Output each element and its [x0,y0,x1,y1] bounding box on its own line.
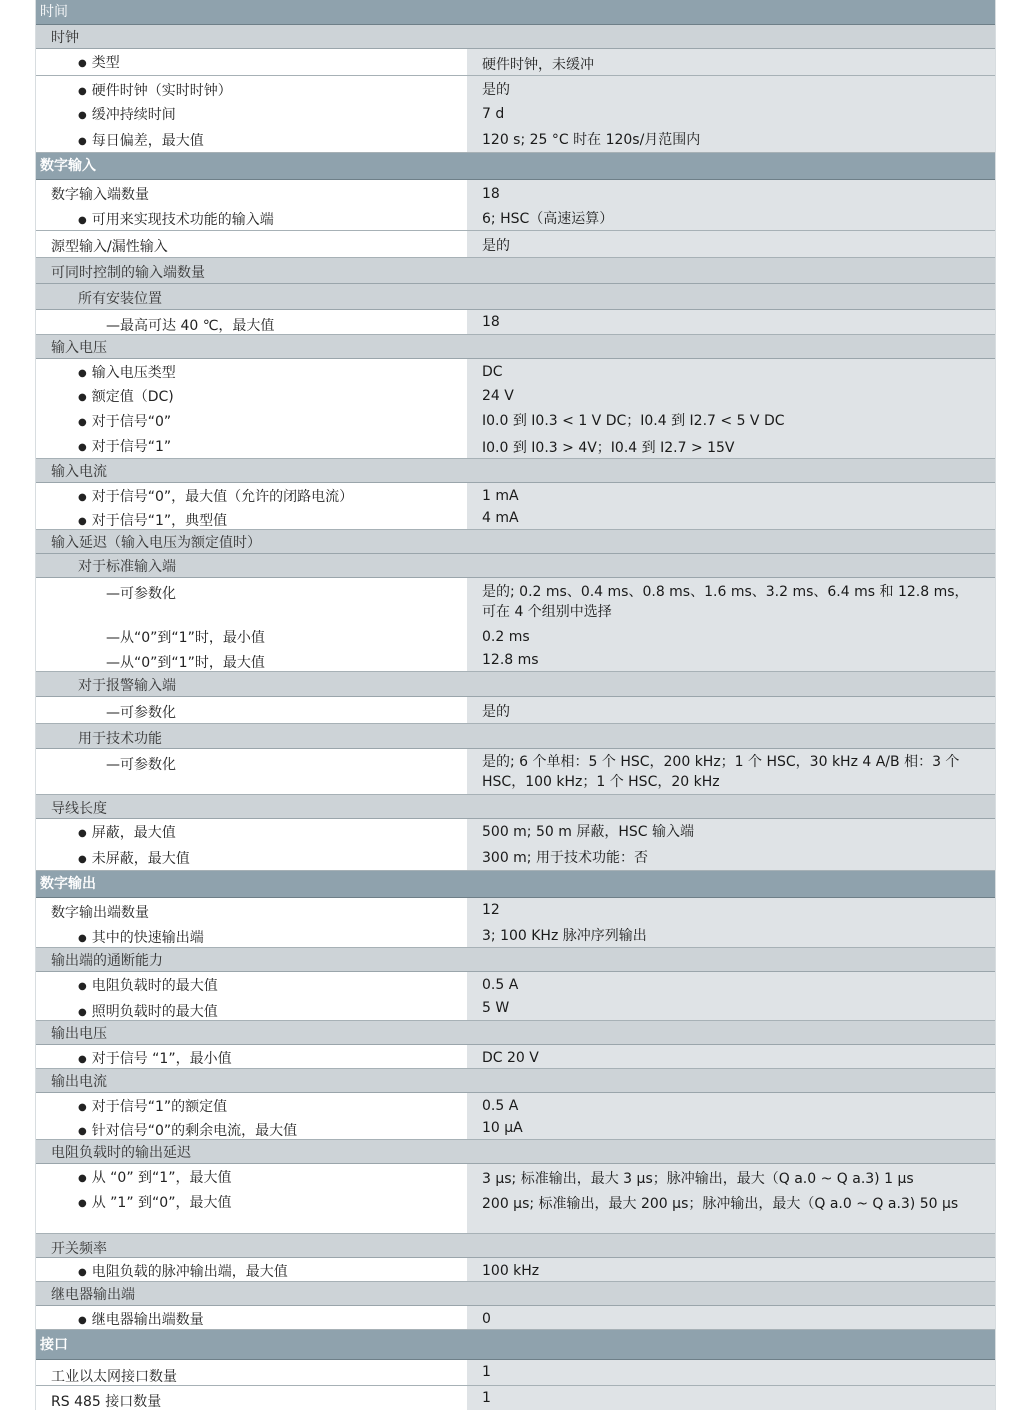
row-value: 100 kHz [482,1263,540,1279]
row-value: 0 [482,1311,491,1327]
group-cable-length [36,795,995,819]
row-label: ● 输入电压类型 [78,362,176,382]
row-relay-count [36,1306,995,1330]
group-output-current [36,1069,995,1093]
row-pulse-freq [36,1258,995,1282]
row-rs485-count [36,1386,995,1410]
row-label: — 可参数化 [106,702,176,722]
section-digital-input [36,153,995,180]
row-ov-sig1 [36,1045,995,1069]
row-value: DC [482,364,503,380]
row-label: ● 每日偏差，最大值 [78,130,204,150]
group-output-delay [36,1140,995,1164]
group-title: 输入电压 [51,340,107,356]
row-label: ● 对于信号 “1”，最小值 [78,1048,232,1068]
row-value: 是的 [482,238,510,254]
row-label: ● 缓冲持续时间 [78,104,176,124]
row-label: ● 从 ”1” 到“0”，最大值 [78,1192,231,1212]
row-value: 0.5 A [482,977,519,993]
section-title: 接口 [40,1337,68,1353]
row-label: ● 对于信号“0” [78,411,171,431]
row-value: 是的 [482,704,510,720]
row-res-load [36,972,995,997]
group-output-voltage [36,1021,995,1045]
row-value: 10 μA [482,1120,523,1136]
row-value: 12 [482,902,500,918]
section-title: 数字输出 [40,876,96,892]
row-hw-clock [36,76,995,101]
group-input-current [36,459,995,483]
group-input-delay [36,530,995,554]
row-iv-type [36,359,995,383]
row-od-0to1 [36,1164,995,1192]
row-value: 3 μs; 标准输出，最大 3 μs；脉冲输出，最大（Q a.0 ~ Q a.3) 1 μs [482,1171,914,1187]
row-label: ● 针对信号“0”的剩余电流，最大值 [78,1120,297,1140]
row-label: RS 485 接口数量 [51,1394,162,1410]
row-value: 18 [482,314,500,330]
row-value: 300 m; 用于技术功能：否 [482,850,648,866]
row-value: 500 m; 50 m 屏蔽，HSC 输入端 [482,824,694,840]
group-title: 所有安装位置 [78,291,162,307]
row-value: 5 W [482,1000,510,1016]
row-value: 7 d [482,106,505,122]
row-clock-type [36,49,995,76]
row-label: ● 对于信号“1” [78,436,171,456]
row-oc-residual [36,1117,995,1140]
row-label: ● 屏蔽，最大值 [78,822,176,842]
row-iv-sig1 [36,433,995,459]
row-label: 数字输入端数量 [51,187,149,203]
row-label: — 可参数化 [106,583,176,603]
group-title: 输出电流 [51,1074,107,1090]
row-ic-sig0 [36,483,995,507]
row-oc-rated [36,1093,995,1117]
section-interface [36,1330,995,1360]
row-label: ● 电阻负载时的最大值 [78,975,218,995]
row-iv-sig0 [36,408,995,433]
row-label: ● 电阻负载的脉冲输出端，最大值 [78,1261,288,1281]
group-title: 对于报警输入端 [78,678,176,694]
row-label: — 可参数化 [106,754,176,774]
row-label: ● 其中的快速输出端 [78,927,204,947]
row-label: — 最高可达 40 ℃，最大值 [106,315,274,335]
row-value: 0.2 ms [482,629,530,645]
row-label: ● 继电器输出端数量 [78,1309,204,1329]
section-digital-output [36,871,995,898]
row-value: 12.8 ms [482,652,539,668]
row-label: ● 类型 [78,52,120,72]
group-title: 继电器输出端 [51,1287,135,1303]
row-value: 1 [482,1364,491,1380]
row-std-param [36,578,995,624]
row-buffer-time [36,101,995,126]
group-input-voltage [36,335,995,359]
row-daily-dev [36,126,995,153]
group-all-positions [36,284,995,310]
spec-sheet [35,0,996,1410]
row-value: I0.0 到 I0.3 > 4V；I0.4 到 I2.7 > 15V [482,440,735,456]
row-value: 6; HSC（高速运算） [482,211,614,227]
row-label: ● 额定值（DC) [78,386,174,406]
group-title: 电阻负载时的输出延迟 [51,1145,191,1161]
section-title: 时间 [40,4,68,20]
group-clock [36,25,995,49]
group-simul-inputs [36,258,995,284]
row-value: 4 mA [482,510,519,526]
row-value: 1 [482,1390,491,1406]
group-tech-func [36,724,995,749]
group-title: 输出端的通断能力 [51,953,163,969]
group-title: 导线长度 [51,801,107,817]
row-value: 是的 [482,82,510,98]
row-do-fast [36,923,995,948]
row-eth-count [36,1360,995,1386]
row-label: ● 对于信号“0”，最大值（允许的闭路电流） [78,486,353,506]
row-label: ● 硬件时钟（实时时钟） [78,80,232,100]
group-title: 输入延迟（输入电压为额定值时） [51,535,261,551]
row-unshielded [36,844,995,871]
row-value: 3; 100 KHz 脉冲序列输出 [482,928,647,944]
row-label: 源型输入/漏性输入 [51,239,168,255]
group-switching-freq [36,1234,995,1258]
row-label: ● 未屏蔽，最大值 [78,848,190,868]
row-do-count [36,898,995,923]
group-alarm-inputs [36,672,995,697]
group-std-inputs [36,554,995,578]
group-title: 用于技术功能 [78,731,162,747]
row-lamp-load [36,997,995,1021]
group-title: 开关频率 [51,1241,107,1257]
row-iv-rated [36,383,995,408]
row-value: 0.5 A [482,1098,519,1114]
row-label: ● 对于信号“1”的额定值 [78,1096,227,1116]
row-value: 是的; 6 个单相：5 个 HSC，200 kHz；1 个 HSC，30 kHz 4 A/B 相：3 个 HSC，100 kHz；1 个 HSC，20 kHz [482,754,960,790]
row-value: 200 μs; 标准输出，最大 200 μs；脉冲输出，最大（Q a.0 ~ Q a.3) 50 μs [482,1196,959,1212]
group-title: 时钟 [51,30,79,46]
row-value: 是的; 0.2 ms、0.4 ms、0.8 ms、1.6 ms、3.2 ms、6.4 ms 和 12.8 ms，可在 4 个组别中选择 [482,584,969,620]
row-value: 24 V [482,388,514,404]
row-tech-param [36,749,995,795]
row-up-to-40 [36,310,995,335]
group-title: 输出电压 [51,1026,107,1042]
row-label: ● 可用来实现技术功能的输入端 [78,209,274,229]
row-label: ● 对于信号“1”，典型值 [78,510,227,530]
row-value: 18 [482,186,500,202]
row-label: — 从“0”到“1”时，最大值 [106,652,265,672]
row-shielded [36,819,995,844]
row-label: ● 从 “0” 到“1”，最大值 [78,1167,231,1187]
row-value: DC 20 V [482,1050,539,1066]
row-label: ● 照明负载时的最大值 [78,1001,218,1021]
group-title: 对于标准输入端 [78,559,176,575]
row-value: 硬件时钟，未缓冲 [482,57,594,73]
row-value: I0.0 到 I0.3 < 1 V DC；I0.4 到 I2.7 < 5 V DC [482,413,785,429]
row-value: 120 s; 25 °C 时在 120s/月范围内 [482,132,701,148]
row-di-count [36,180,995,205]
row-value: 1 mA [482,488,519,504]
row-label: 数字输出端数量 [51,905,149,921]
group-title: 输入电流 [51,464,107,480]
row-alarm-param [36,697,995,724]
section-title: 数字输入 [40,158,96,174]
row-di-tech [36,205,995,231]
row-ic-sig1 [36,507,995,530]
section-time [36,0,995,25]
group-title: 可同时控制的输入端数量 [51,265,205,281]
group-switching-capacity [36,948,995,972]
row-source-sink [36,231,995,258]
group-relay-outputs [36,1282,995,1306]
row-label: — 从“0”到“1”时，最小值 [106,627,265,647]
row-std-min [36,624,995,649]
row-od-1to0 [36,1192,995,1234]
row-label: 工业以太网接口数量 [51,1369,177,1385]
row-std-max [36,649,995,672]
